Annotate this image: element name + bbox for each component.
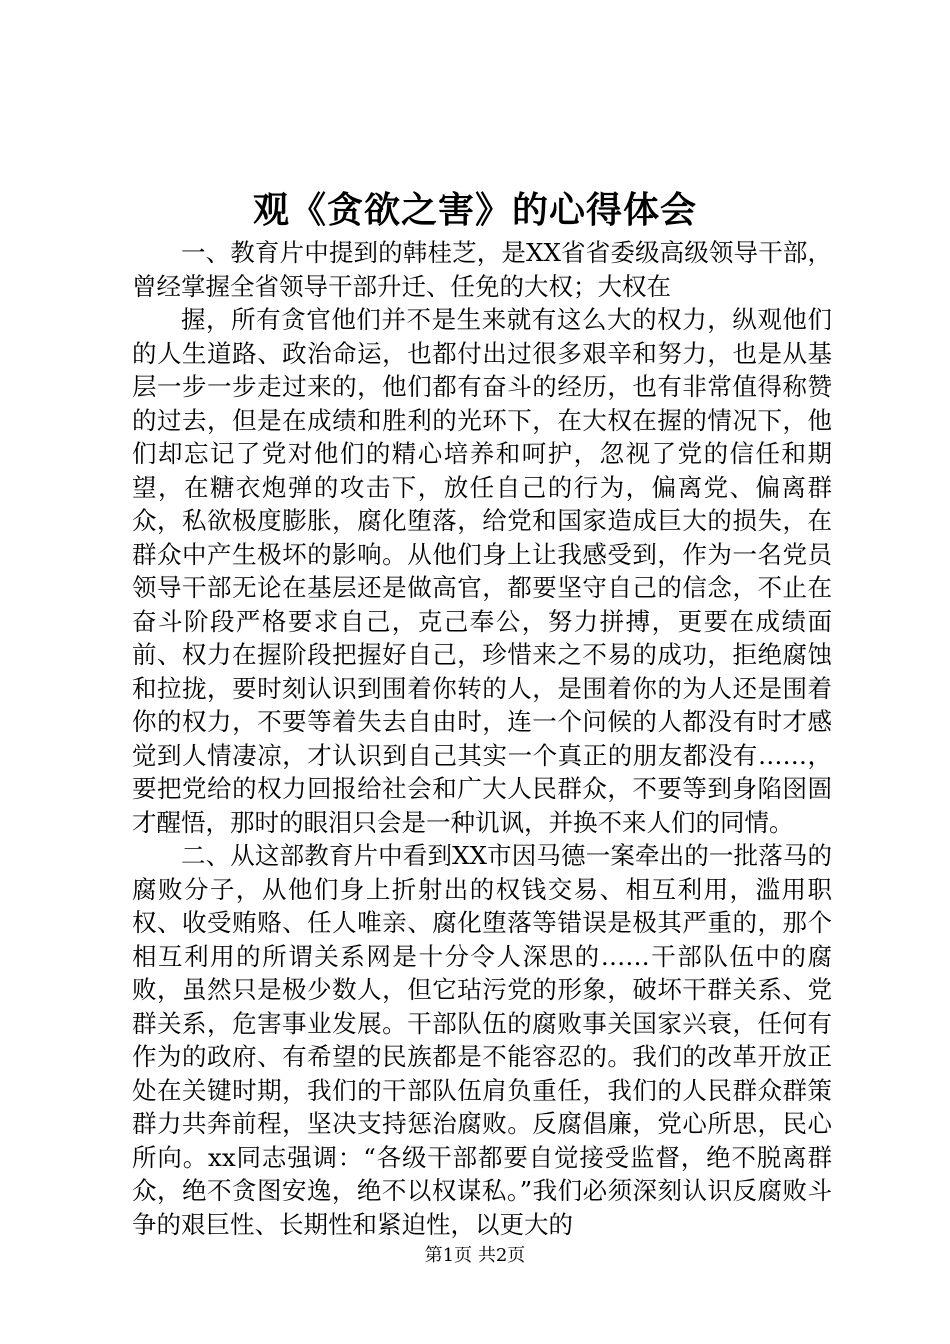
document-body: [132, 236, 832, 1241]
paragraph-2: 握，所有贪官他们并不是生来就有这么大的权力，纵观他们的人生道路、政治命运，也都付出过很多艰辛和努力，也是从基层一步一步走过来的，他们都有奋斗的经历，也有非常值得称赞的过去，但是在成绩和胜利的光环下，在大权在握的情况下，他们却忘记了党对他们的精心培养和呵护，忽视了党的信任和期望，在糖衣炮弹的攻击下，放任自己的行为，偏离党、偏离群众，私欲极度膨胀，腐化堕落，给党和国家造成巨大的损失，在群众中产生极坏的影响。从他们身上让我感受到，作为一名党员领导干部无论在基层还是做高官，都要坚守自己的信念，不止在奋斗阶段严格要求自己，克己奉公，努力拼搏，更要在成绩面前、权力在握阶段把握好自己，珍惜来之不易的成功，拒绝腐蚀和拉拢，要时刻认识到围着你转的人，是围着你的为人还是围着你的权力，不要等着失去自由时，连一个问候的人都没有时才感觉到人情凄凉，才认识到自己其实一个真正的朋友都没有……，要把党给的权力回报给社会和广大人民群众，不要等到身陷囹圄才醒悟，那时的眼泪只会是一种讥讽，并换不来人们的同情。: [132, 305, 832, 837]
paragraph-3: 二、从这部教育片中看到XX市因马德一案牵出的一批落马的腐败分子，从他们身上折射出的权钱交易、相互利用，滥用职权、收受贿赂、任人唯亲、腐化堕落等错误是极其严重的，那个相互利用的所谓关系网是十分令人深思的……干部队伍中的腐败，虽然只是极少数人，但它玷污党的形象，破坏干群关系、党群关系，危害事业发展。干部队伍的腐败事关国家兴衰，任何有作为的政府、有希望的民族都是不能容忍的。我们的改革开放正处在关键时期，我们的干部队伍肩负重任，我们的人民群众群策群力共奔前程，坚决支持惩治腐败。反腐倡廉，党心所思，民心所向。xx同志强调：“各级干部都要自觉接受监督，绝不脱离群众，绝不贪图安逸，绝不以权谋私。”我们必须深刻认识反腐败斗争的艰巨性、长期性和紧迫性，以更大的: [132, 841, 832, 1239]
page-title: 观《贪欲之害》的心得体会: [252, 189, 697, 231]
page-footer: 第1页 共2页: [424, 1245, 526, 1266]
paragraph-1: 一、教育片中提到的韩桂芝，是XX省省委级高级领导干部，曾经掌握全省领导干部升迁、任免的大权；大权在: [132, 238, 832, 301]
